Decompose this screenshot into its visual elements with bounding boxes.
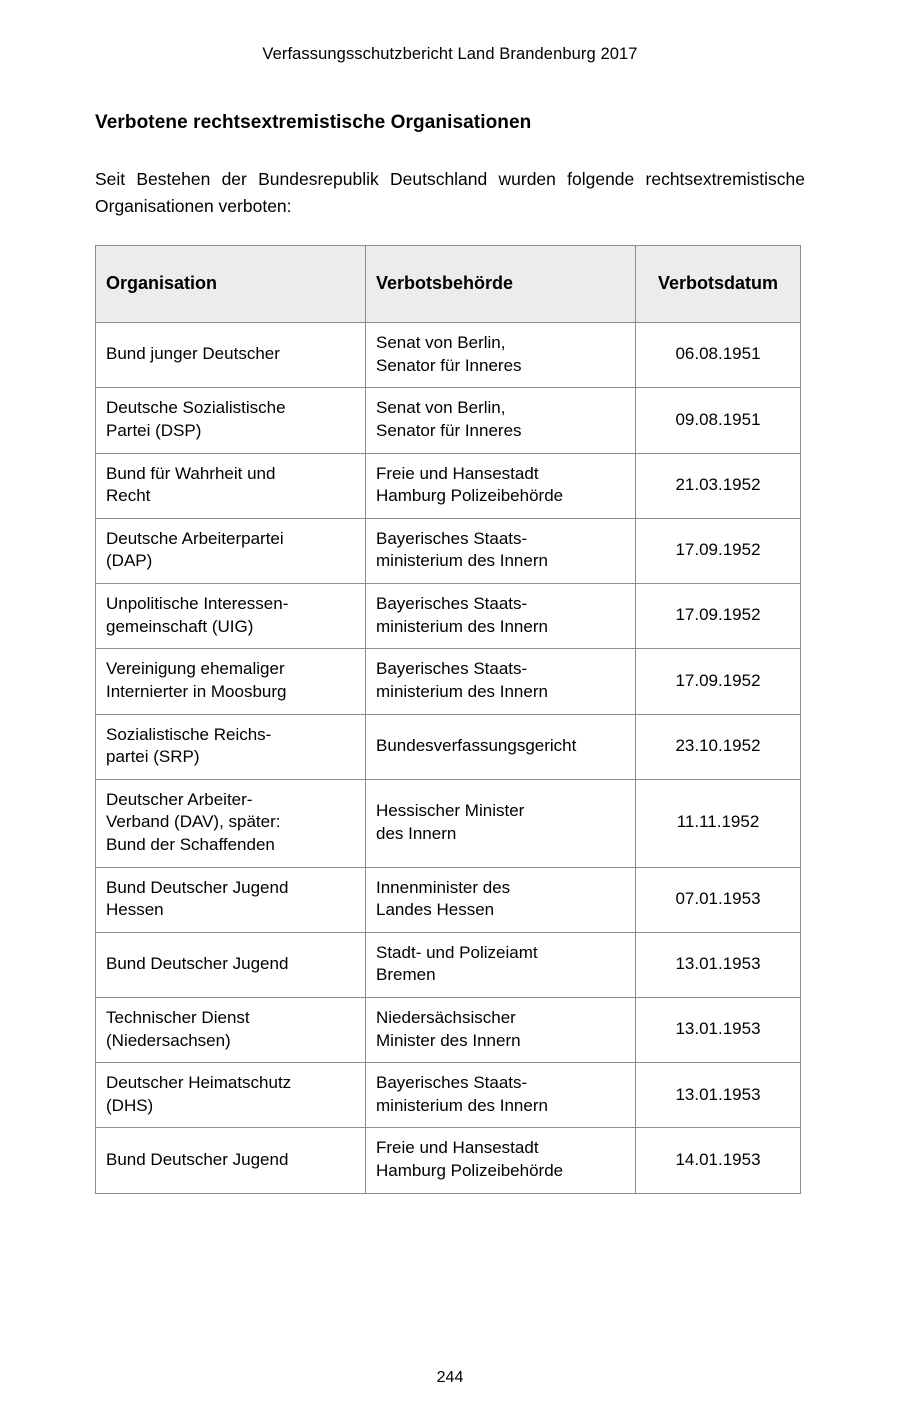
- cell-authority: [366, 932, 636, 997]
- cell-line: Partei (DSP): [106, 421, 202, 441]
- table-row: [96, 323, 801, 388]
- cell-organisation: [96, 584, 366, 649]
- cell-date: 06.08.1951: [636, 323, 801, 388]
- table-row: [96, 1128, 801, 1193]
- cell-date: 13.01.1953: [636, 997, 801, 1062]
- cell-line: (DHS): [106, 1095, 154, 1115]
- cell-line: Bayerisches Staats-: [376, 528, 528, 548]
- cell-date: 23.10.1952: [636, 714, 801, 779]
- cell-line: Bayerisches Staats-: [376, 659, 528, 679]
- cell-organisation: [96, 932, 366, 997]
- cell-authority: [366, 1128, 636, 1193]
- cell-line: Verband (DAV), später:: [106, 812, 281, 832]
- cell-organisation: [96, 997, 366, 1062]
- table-row: [96, 997, 801, 1062]
- cell-line: des Innern: [376, 823, 457, 843]
- column-header-authority: Verbotsbehörde: [366, 246, 636, 323]
- cell-organisation: [96, 779, 366, 867]
- cell-line: Hamburg Polizeibehörde: [376, 486, 564, 506]
- cell-line: Hamburg Polizeibehörde: [376, 1161, 564, 1181]
- cell-line: Bund Deutscher Jugend: [106, 954, 289, 974]
- cell-line: Hessischer Minister: [376, 801, 525, 821]
- cell-date: 13.01.1953: [636, 932, 801, 997]
- cell-line: ministerium des Innern: [376, 551, 548, 571]
- cell-date: 13.01.1953: [636, 1063, 801, 1128]
- cell-line: partei (SRP): [106, 747, 200, 767]
- table-row: [96, 1063, 801, 1128]
- cell-authority: [366, 584, 636, 649]
- cell-line: Hessen: [106, 900, 164, 920]
- cell-line: Senator für Inneres: [376, 421, 522, 441]
- cell-line: Innenminister des: [376, 877, 511, 897]
- cell-authority: [366, 388, 636, 453]
- table-row: [96, 453, 801, 518]
- cell-line: Technischer Dienst: [106, 1007, 250, 1027]
- table-row: [96, 867, 801, 932]
- cell-line: Deutsche Arbeiterpartei: [106, 528, 284, 548]
- cell-line: ministerium des Innern: [376, 616, 548, 636]
- cell-authority: [366, 323, 636, 388]
- cell-line: Recht: [106, 486, 151, 506]
- cell-organisation: [96, 1063, 366, 1128]
- cell-organisation: [96, 323, 366, 388]
- cell-line: gemeinschaft (UIG): [106, 616, 254, 636]
- table-row: [96, 714, 801, 779]
- page-number: 244: [436, 1369, 464, 1386]
- table-body: [96, 323, 801, 1193]
- table-row: [96, 779, 801, 867]
- cell-line: Bund der Schaffenden: [106, 834, 275, 854]
- cell-date: 17.09.1952: [636, 518, 801, 583]
- cell-authority: [366, 649, 636, 714]
- cell-line: Senat von Berlin,: [376, 398, 506, 418]
- cell-date: 09.08.1951: [636, 388, 801, 453]
- table-row: [96, 388, 801, 453]
- intro-paragraph: Seit Bestehen der Bundesrepublik Deutschland wurden folgende rechtsextremistische Organisationen verboten:: [95, 169, 805, 216]
- page-content: [95, 112, 805, 1194]
- cell-line: Deutsche Sozialistische: [106, 398, 286, 418]
- cell-line: Minister des Innern: [376, 1030, 521, 1050]
- cell-line: Bund Deutscher Jugend: [106, 1149, 289, 1169]
- cell-line: Senat von Berlin,: [376, 333, 506, 353]
- cell-authority: [366, 714, 636, 779]
- cell-line: Bund Deutscher Jugend: [106, 877, 289, 897]
- cell-organisation: [96, 867, 366, 932]
- cell-line: ministerium des Innern: [376, 681, 548, 701]
- cell-line: Bund für Wahrheit und: [106, 463, 276, 483]
- cell-date: 11.11.1952: [636, 779, 801, 867]
- cell-organisation: [96, 453, 366, 518]
- cell-line: Unpolitische Interessen-: [106, 594, 289, 614]
- cell-line: Stadt- und Polizeiamt: [376, 942, 538, 962]
- cell-line: (DAP): [106, 551, 153, 571]
- cell-authority: [366, 779, 636, 867]
- cell-line: Bundesverfassungsgericht: [376, 735, 577, 755]
- cell-line: Internierter in Moosburg: [106, 681, 287, 701]
- cell-line: Niedersächsischer: [376, 1007, 516, 1027]
- cell-date: 14.01.1953: [636, 1128, 801, 1193]
- column-header-organisation: Organisation: [96, 246, 366, 323]
- cell-authority: [366, 997, 636, 1062]
- table-header-row: [96, 246, 801, 323]
- running-head: Verfassungsschutzbericht Land Brandenburg 2017: [262, 45, 638, 63]
- cell-line: (Niedersachsen): [106, 1030, 231, 1050]
- cell-authority: [366, 518, 636, 583]
- cell-authority: [366, 1063, 636, 1128]
- cell-line: Bund junger Deutscher: [106, 344, 280, 364]
- cell-organisation: [96, 518, 366, 583]
- cell-line: Landes Hessen: [376, 900, 495, 920]
- cell-line: Bayerisches Staats-: [376, 594, 528, 614]
- cell-line: Bremen: [376, 965, 436, 985]
- cell-date: 21.03.1952: [636, 453, 801, 518]
- cell-authority: [366, 867, 636, 932]
- cell-organisation: [96, 714, 366, 779]
- column-header-date: Verbotsdatum: [636, 246, 801, 323]
- table-header: [96, 246, 801, 323]
- table-row: [96, 518, 801, 583]
- cell-line: Freie und Hansestadt: [376, 1138, 539, 1158]
- page-title: Verbotene rechtsextremistische Organisationen: [95, 112, 532, 133]
- cell-organisation: [96, 1128, 366, 1193]
- cell-line: Deutscher Heimatschutz: [106, 1073, 292, 1093]
- cell-line: Bayerisches Staats-: [376, 1073, 528, 1093]
- cell-line: Freie und Hansestadt: [376, 463, 539, 483]
- cell-authority: [366, 453, 636, 518]
- table-row: [96, 649, 801, 714]
- cell-date: 07.01.1953: [636, 867, 801, 932]
- table-row: [96, 932, 801, 997]
- cell-line: Senator für Inneres: [376, 355, 522, 375]
- cell-date: 17.09.1952: [636, 649, 801, 714]
- cell-line: ministerium des Innern: [376, 1095, 548, 1115]
- cell-line: Sozialistische Reichs-: [106, 724, 272, 744]
- cell-organisation: [96, 388, 366, 453]
- banned-organisations-table: [95, 245, 801, 1193]
- cell-date: 17.09.1952: [636, 584, 801, 649]
- cell-organisation: [96, 649, 366, 714]
- table-row: [96, 584, 801, 649]
- cell-line: Deutscher Arbeiter-: [106, 789, 253, 809]
- cell-line: Vereinigung ehemaliger: [106, 659, 285, 679]
